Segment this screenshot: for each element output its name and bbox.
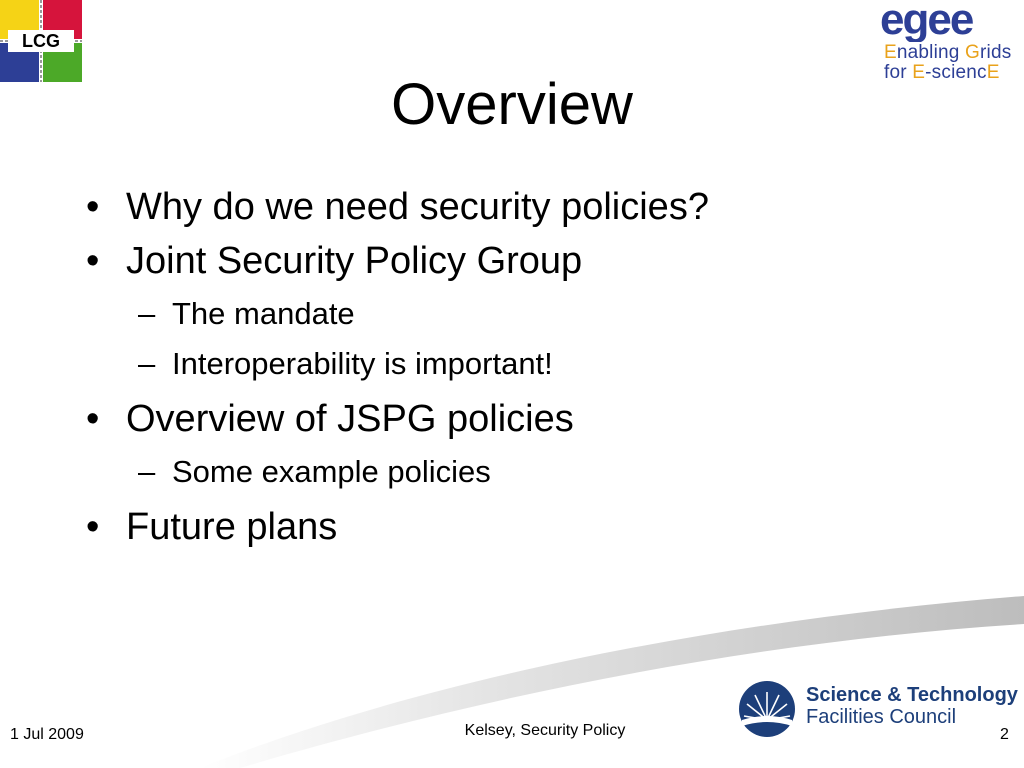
bullet-item: [86, 184, 986, 230]
sub-bullet-text: Interoperability is important!: [172, 346, 553, 381]
stfc-subtitle: Facilities Council: [806, 706, 957, 728]
egee-wordmark: egee: [880, 0, 973, 42]
bullet-item: [86, 504, 986, 550]
bullet-marker: •: [86, 398, 100, 440]
bullet-text: Why do we need security policies?: [126, 186, 709, 228]
sub-bullet-item: [86, 344, 986, 384]
stfc-name: Science & Technology: [806, 684, 1018, 706]
egee-tagline-line1: Enabling Grids: [884, 42, 1012, 63]
bullet-marker: •: [86, 186, 100, 228]
bullet-item: [86, 396, 986, 442]
sub-bullet-text: The mandate: [172, 296, 355, 331]
bullet-text: Overview of JSPG policies: [126, 398, 574, 440]
lcg-logo-text: LCG: [22, 31, 60, 51]
sub-bullet-marker: –: [138, 346, 156, 381]
bullet-item: [86, 238, 986, 284]
sub-bullet-text: Some example policies: [172, 454, 491, 489]
slide-number: 2: [1000, 726, 1009, 743]
bullet-text: Future plans: [126, 506, 338, 548]
sub-bullet-item: [86, 452, 986, 492]
sub-bullet-marker: –: [138, 296, 156, 331]
bullet-marker: •: [86, 506, 100, 548]
slide-title: Overview: [391, 72, 633, 137]
sub-bullet-item: [86, 294, 986, 334]
footer-date: 1 Jul 2009: [10, 726, 84, 743]
bullet-marker: •: [86, 240, 100, 282]
decorative-swoosh: [0, 590, 1024, 768]
bullet-list: [86, 184, 986, 550]
bullet-text: Joint Security Policy Group: [126, 240, 583, 282]
sub-bullet-marker: –: [138, 454, 156, 489]
egee-logo-icon: [878, 0, 1024, 42]
egee-tagline-line2: for E-sciencE: [884, 62, 1000, 83]
footer-presenter: Kelsey, Security Policy: [464, 722, 626, 739]
